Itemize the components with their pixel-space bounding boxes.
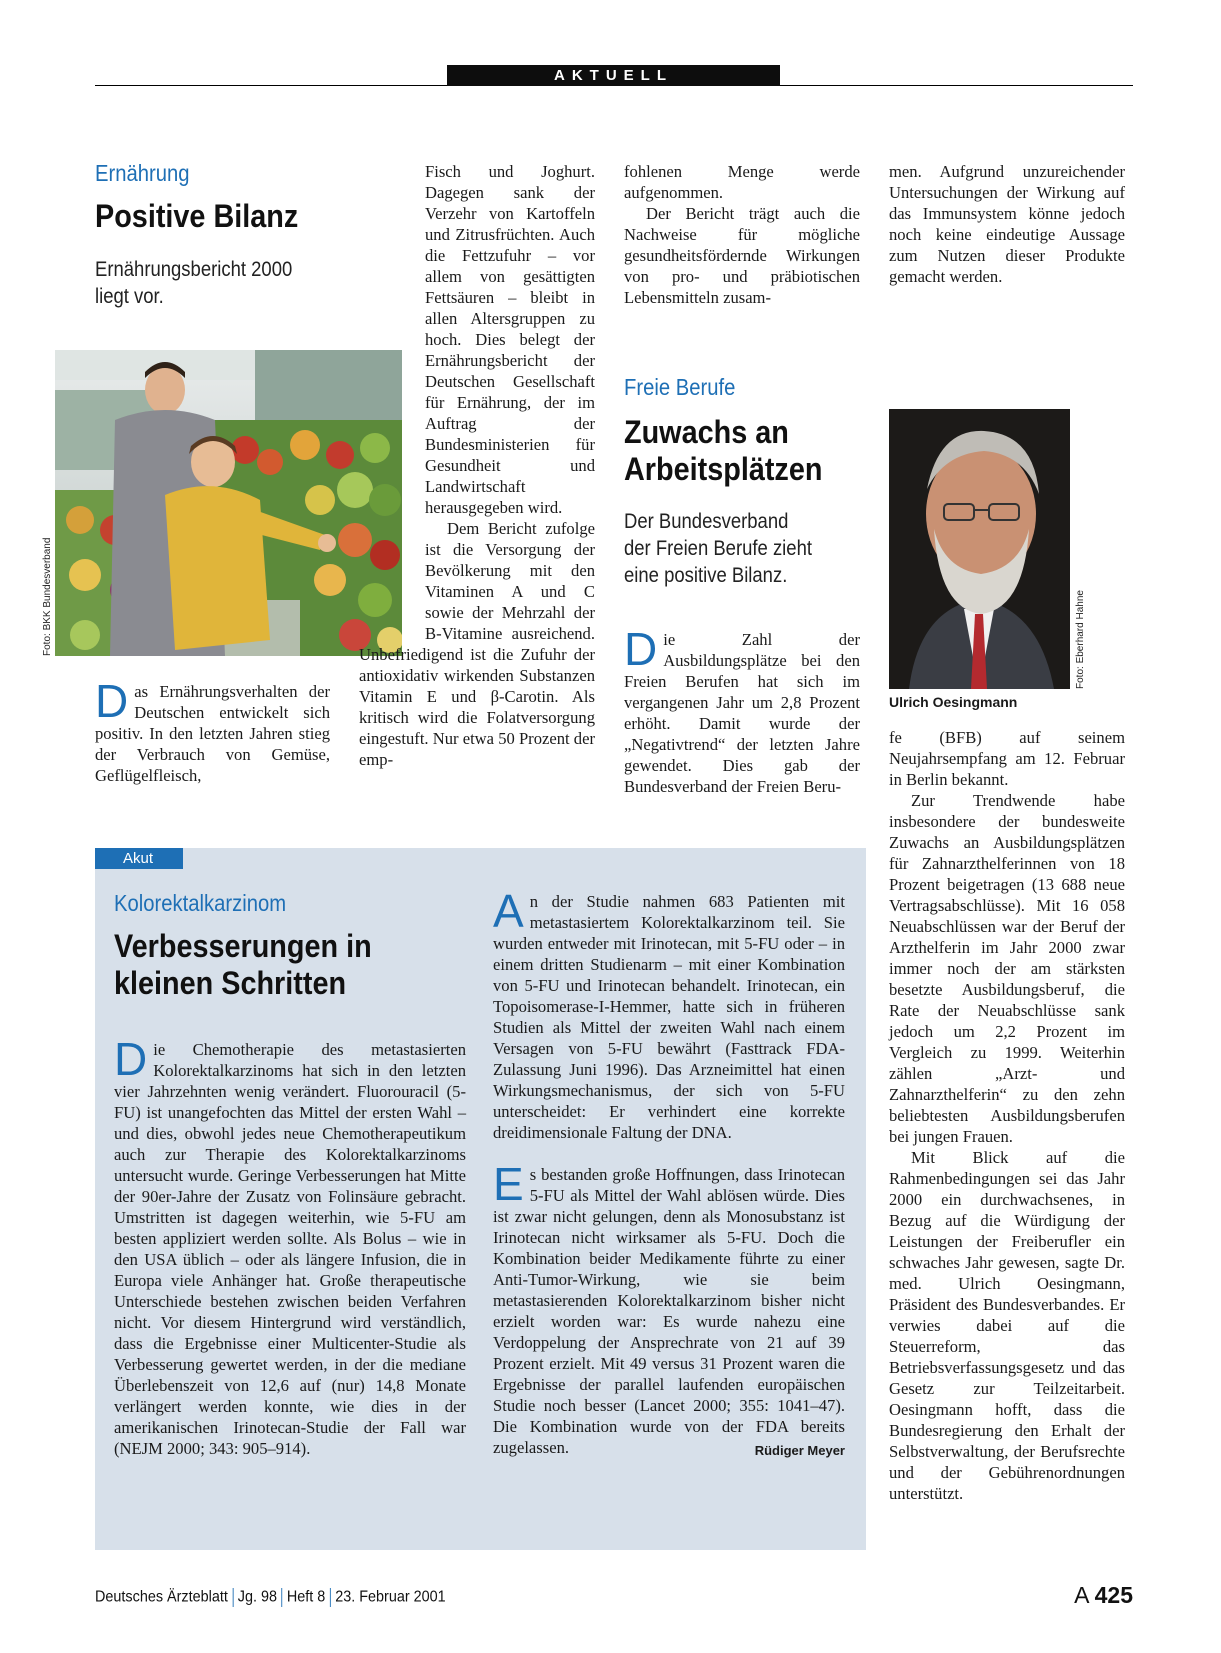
article1-body-col1 [95,675,330,786]
article2-deck-line-3: eine positive Bilanz. [624,564,788,587]
article3-headline-line-2: kleinen Schritten [114,965,347,1001]
article1-col4-para-1: men. Aufgrund unzureichender Untersuchungen der Wirkung auf das Immunsystem könne jedoch noch keine eindeutige Aussage zum Nutzen dieser Produkte gemacht werden. [889,162,1125,286]
article2-col3-text: ie Zahl der Ausbildungsplätze bei den Freien Berufen hat sich im vergangenen Jahr um 2,8 Prozent erhöht. Damit wurde der „Negativtrend“ der letzten Jahre gewendet. Dies gab der Bundesverband der Freien Beru- [624,630,860,796]
grocery-photo [55,350,402,656]
article2-deck-line-1: Der Bundesverband [624,510,789,533]
footer-issue: Heft 8 [286,1588,326,1606]
article3-dropcap-1: D [114,1033,148,1085]
page-number-value: 425 [1094,1582,1133,1608]
article1-col2-para-2: Dem Bericht zufolge ist die Versorgung der Bevölkerung mit den Vitaminen A und C sowie der Mehrzahl der B-Vitamine ausreichend. Unbefriedigend ist die Zufuhr der antioxidativ wirkenden Substanzen Vitamin E und β-Carotin. Als kritisch wird die Folatversorgung eingestuft. Nur etwa 50 Prozent der emp- [359,519,595,769]
footer [95,1588,446,1607]
article1-headline: Positive Bilanz [95,198,299,234]
akut-tag: Akut [95,848,183,869]
article3-dropcap-2: A [493,885,524,937]
article3-headline [114,928,372,1002]
article1-deck-line-1: Ernährungsbericht 2000 [95,258,293,281]
article2-dropcap: D [624,623,658,675]
article1-col1-text: as Ernährungsverhalten der Deutschen entwickelt sich positiv. In den letzten Jahren stieg der Verbrauch von Gemüse, Geflügelfleisch, [95,682,330,785]
article3-dropcap-3: E [493,1158,524,1210]
article2-col4-para-3: Mit Blick auf die Rahmenbedingungen sei das Jahr 2000 ein durchwachsenes, in Bezug auf die Würdigung der Leistungen der Freiberufler ein schwaches Jahr gewesen, sagte Dr. med. Ulrich Oesingmann, Präsident des Bundesverbandes. Er verwies dabei auf die Steuerreform, das Betriebsverfassungsgesetz und das Gesetz zur Teilzeitarbeit. Oesingmann hofft, dass die Bundesregierung den Erhalt der Selbstverwaltung, der Berufsrechte und der Gebührenordnungen unterstützt. [889,1148,1125,1503]
page-prefix: A [1074,1582,1089,1608]
article1-body-col4 [889,161,1125,287]
article2-col4-para-1: fe (BFB) auf seinem Neujahrsempfang am 12. Februar in Berlin bekannt. [889,728,1125,789]
article2-col4-para-2: Zur Trendwende habe insbesondere der bundesweite Zuwachs an Ausbildungsplätzen für Zahnarzthelferinnen von 18 Prozent beigetragen (13 688 neue Vertragsabschlüsse). Mit 16 058 Neuabschlüssen war der Beruf der Arzthelferin im Jahr 2000 zwar immer noch der am stärksten besetzte Ausbildungsberuf, die Rate der Neuabschlüsse sank jedoch um 2,2 Prozent im Vergleich zu 1999. Weiterhin zählen „Arzt- und Zahnarzthelferin“ zu den zehn beliebtesten Ausbildungsberufen bei jungen Frauen. [889,791,1125,1146]
article1-photo-credit: Foto: BKK Bundesverband [42,537,53,656]
article2-kicker: Freie Berufe [624,374,736,400]
article2-body-col4 [889,727,1125,1504]
article3-headline-line-1: Verbesserungen in [114,928,372,964]
article2-deck [624,508,812,589]
footer-volume: Jg. 98 [237,1588,277,1606]
article1-col3-para-1: fohlenen Menge werde aufgenommen. [624,162,860,202]
section-header: AKTUELL [447,65,780,86]
article1-body-col2 [359,161,595,770]
footer-separator [330,1588,331,1607]
article3-col1-text: ie Chemotherapie des metastasierten Kolorektalkarzinoms hat sich in den letzten vier Jahrzehnten wenig verändert. Fluorouracil (5-FU) ist unangefochten das Mittel der ersten Wahl – und dies, obwohl jedes neue Chemotherapeutikum auch zur Therapie des Kolorektalkarzinoms untersucht wurde. Geringe Verbesserungen hat Mitte der 90er-Jahre der Zusatz von Folinsäure gebracht. Umstritten ist dagegen weiterhin, wie 5-FU am besten appliziert werden sollte. Als Bolus – wie in den USA üblich – oder als längere Infusion, die in Europa viele Anhänger hat. Große therapeutische Unterschiede bestehen zwischen beiden Verfahren nicht. Vor diesem Hintergrund wird verständlich, dass die Ergebnisse einer Multicenter-Studie als Verbesserung gewertet werden, in der die mediane Überlebenszeit von 12,6 auf (nur) 14,8 Monate verlängert werden konnte, wie dies in der amerikanischen Irinotecan-Studie der Fall war (NEJM 2000; 343: 905–914). [114,1040,466,1458]
article3-author: Rüdiger Meyer [754,1443,845,1458]
portrait-photo [889,409,1070,689]
portrait-caption: Ulrich Oesingmann [889,694,1018,710]
article1-body-col3 [624,161,860,308]
footer-separator [232,1588,233,1607]
article1-deck [95,256,292,310]
article3-col2-para-1: n der Studie nahmen 683 Patienten mit metastasiertem Kolorektalkarzinom teil. Sie wurden entweder mit Irinotecan, mit 5-FU oder – in einem dritten Studienarm – mit einer Kombination von 5-FU und Irinotecan behandelt. Irinotecan, ein Topoisomerase-I-Hemmer, hatte sich in früheren Studien als Mittel der zweiten Wahl nach einem Versagen von 5-FU bewährt (Fasttrack FDA-Zulassung Juni 1996). Das Arzneimittel hat einen Wirkungsmechanismus, der sich von 5-FU unterscheidet: Er verhindert eine korrekte dreidimensionale Faltung der DNA. [493,892,845,1142]
article3-body-col1 [114,1033,466,1459]
footer-separator [281,1588,282,1607]
article1-kicker: Ernährung [95,160,190,186]
article2-body-col3 [624,623,860,797]
page-number [1074,1582,1133,1609]
article3-kicker: Kolorektalkarzinom [114,890,287,916]
article2-photo-credit: Foto: Eberhard Hahne [1075,590,1086,689]
article1-dropcap: D [95,675,129,727]
article1-col3-para-2: Der Bericht trägt auch die Nachweise für mögliche gesundheitsfördernde Wirkungen von pro- und präbiotischen Lebensmitteln zusam- [624,204,860,307]
article1-col2-para-1: Fisch und Joghurt. Dagegen sank der Verzehr von Kartoffeln und Zitrusfrüchten. Auch die Fettzufuhr – vor allem von gesättigten Fettsäuren – bleibt in allen Altersgruppen zu hoch. Dies belegt der Ernährungsbericht der Deutschen Gesellschaft für Ernährung, der im Auftrag der Bundesministerien für Gesundheit und Landwirtschaft herausgegeben wird. [425,162,595,517]
footer-date: 23. Februar 2001 [335,1588,446,1606]
article2-headline-line-1: Zuwachs an [624,414,789,450]
article2-headline [624,414,822,488]
article2-headline-line-2: Arbeitsplätzen [624,451,823,487]
article3-col2-para-2: s bestanden große Hoffnungen, dass Irinotecan 5-FU als Mittel der Wahl ablösen würde. Dies ist zwar nicht gelungen, denn als Monosubstanz ist Irinotecan nicht wirksamer als 5-FU. Doch die Kombination beider Medikamente führte zu einer Anti-Tumor-Wirkung, wie sie beim metastasierenden Kolorektalkarzinom bisher nicht erzielt worden war: Es wurde nahezu eine Verdoppelung der Ansprechrate von 21 auf 39 Prozent erzielt. Mit 49 versus 31 Prozent waren die Ergebnisse der parallel laufenden europäischen Studie noch besser (Lancet 2000; 355: 1041–47). Die Kombination wurde von der FDA bereits zugelassen. [493,1165,845,1457]
footer-journal: Deutsches Ärzteblatt [95,1588,228,1606]
article3-body-col2 [493,885,845,1461]
article1-deck-line-2: liegt vor. [95,285,164,308]
article2-deck-line-2: der Freien Berufe zieht [624,537,812,560]
